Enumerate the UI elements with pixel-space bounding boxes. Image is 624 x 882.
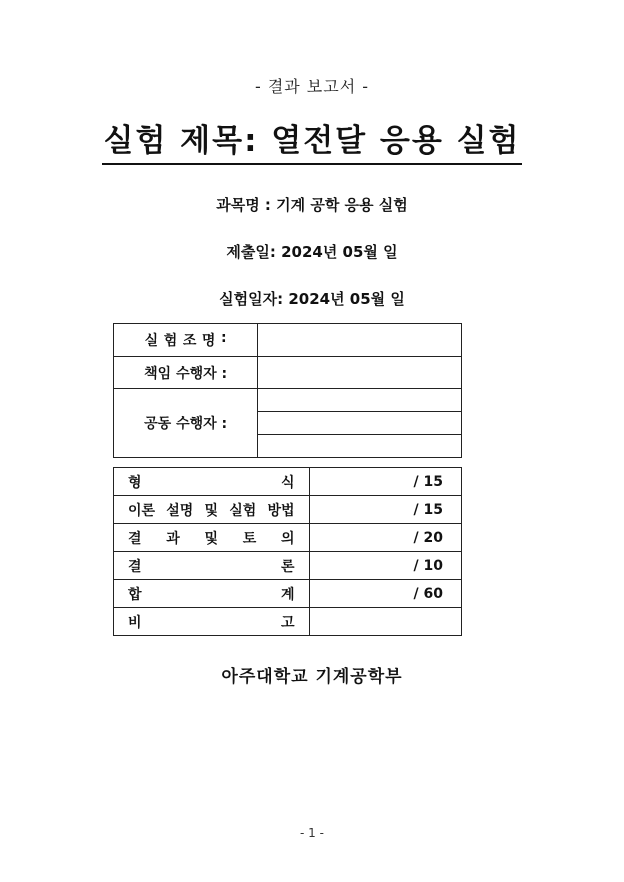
category-char: 및 [204,502,219,519]
group-label-char: 실 [144,333,159,349]
group-label [114,324,258,357]
category-char: 식 [281,474,295,491]
category-cell [114,468,310,496]
remarks-cell[interactable] [309,608,461,636]
member-value-cell[interactable] [258,412,462,435]
organization-name: 아주대학교 기계공학부 [221,667,403,687]
table-row [114,357,462,389]
score-row-results [114,524,462,552]
category-char: 과 [166,530,180,547]
points-cell[interactable]: / 15 [309,468,461,496]
category-char: 방법 [267,502,295,519]
category-cell [114,580,310,608]
category-char: 고 [281,614,295,631]
group-label-char: 험 [163,333,178,349]
points-cell[interactable]: / 10 [309,552,461,580]
category-char: 계 [281,586,295,603]
category-char: 비 [128,614,142,631]
score-row-remarks [114,608,462,636]
category-char: 설명 [166,502,194,519]
category-char: 결 [128,530,142,547]
submit-date: 제출일: 2024년 05월 일 [226,243,398,261]
category-char: 형 [128,474,142,491]
member-value-cell[interactable] [258,435,462,458]
table-row [114,389,462,412]
category-char: 합 [128,586,142,603]
people-table [113,323,462,458]
title-container [0,122,624,165]
leader-value-cell[interactable] [258,357,462,389]
category-char: 이론 [128,502,156,519]
score-row-format [114,468,462,496]
score-table [113,467,462,636]
points-cell[interactable]: / 15 [309,496,461,524]
points-cell[interactable]: / 60 [309,580,461,608]
category-cell [114,608,310,636]
category-cell [114,524,310,552]
members-label: 공동 수행자 : [114,389,258,458]
group-label-char: : [221,330,227,346]
score-row-conclusion [114,552,462,580]
category-char: 결 [128,558,142,575]
leader-label: 책임 수행자 : [114,357,258,389]
category-cell [114,552,310,580]
member-value-cell[interactable] [258,389,462,412]
category-char: 론 [281,558,295,575]
course-name: 과목명 : 기계 공학 응용 실험 [216,196,408,214]
group-label-char: 명 [201,333,216,349]
report-title: 실험 제목: 열전달 응용 실험 [102,122,523,165]
page-number: - 1 - [300,826,324,840]
experiment-date: 실험일자: 2024년 05월 일 [219,290,405,308]
score-row-theory [114,496,462,524]
group-value-cell[interactable] [258,324,462,357]
category-cell [114,496,310,524]
category-char: 토 [242,530,257,547]
category-char: 및 [204,530,219,547]
table-row [114,324,462,357]
category-char: 실험 [229,502,257,519]
report-type: - 결과 보고서 - [254,77,370,96]
category-char: 의 [281,530,295,547]
group-label-char: 조 [182,333,197,349]
score-row-total [114,580,462,608]
points-cell[interactable]: / 20 [309,524,461,552]
